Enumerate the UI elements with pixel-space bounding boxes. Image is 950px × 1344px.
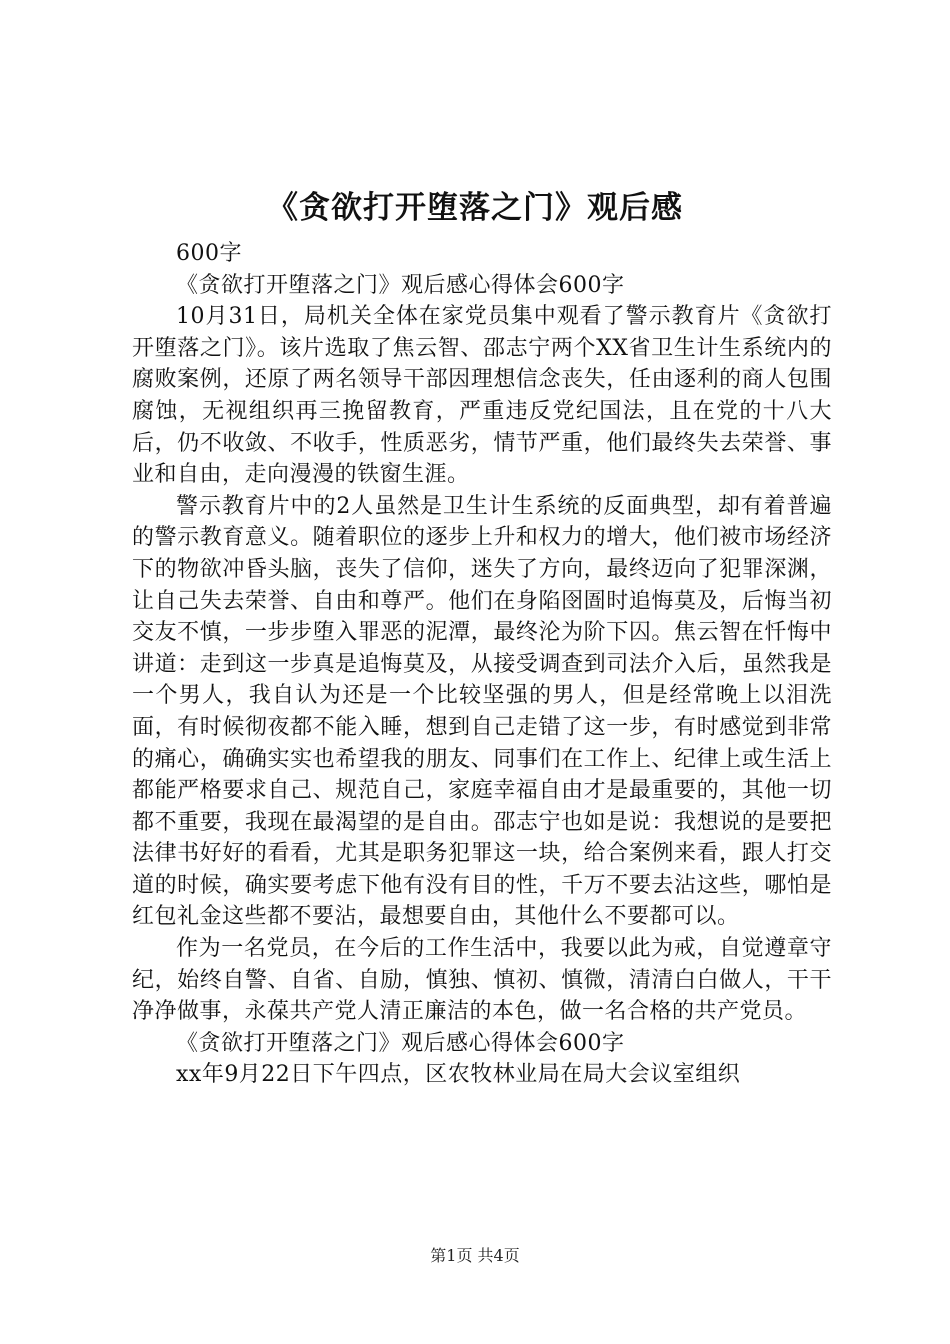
document-body (132, 238, 832, 1091)
page-footer: 第1页 共4页 (430, 1246, 520, 1265)
body-paragraph: 警示教育片中的2人虽然是卫生计生系统的反面典型，却有着普遍的警示教育意义。随着职位的逐步上升和权力的增大，他们被市场经济下的物欲冲昏头脑，丧失了信仰，迷失了方向，最终迈向了犯罪深渊，让自己失去荣誉、自由和尊严。他们在身陷囹圄时追悔莫及，后悔当初交友不慎，一步步堕入罪恶的泥潭，最终沦为阶下囚。焦云智在忏悔中讲道：走到这一步真是追悔莫及，从接受调查到司法介入后，虽然我是一个男人，我自认为还是一个比较坚强的男人，但是经常晚上以泪洗面，有时候彻夜都不能入睡，想到自己走错了这一步，有时感觉到非常的痛心，确确实实也希望我的朋友、同事们在工作上、纪律上或生活上都能严格要求自己、规范自己，家庭幸福自由才是最重要的，其他一切都不重要，我现在最渴望的是自由。邵志宁也如是说：我想说的是要把法律书好好的看看，尤其是职务犯罪这一块，给合案例来看，跟人打交道的时候，确实要考虑下他有没有目的性，千万不要去沾这些，哪怕是红包礼金这些都不要沾，最想要自由，其他什么不要都可以。 (132, 493, 832, 930)
subtitle-line: 《贪欲打开堕落之门》观后感心得体会600字 (176, 272, 625, 298)
word-count-line: 600字 (176, 241, 242, 266)
body-paragraph: xx年9月22日下午四点，区农牧林业局在局大会议室组织 (176, 1062, 741, 1088)
subtitle-line: 《贪欲打开堕落之门》观后感心得体会600字 (176, 1030, 625, 1056)
body-paragraph: 10月31日，局机关全体在家党员集中观看了警示教育片《贪欲打开堕落之门》。该片选取了焦云智、邵志宁两个XX省卫生计生系统内的腐败案例，还原了两名领导干部因理想信念丧失，任由逐利的商人包围腐蚀，无视组织再三挽留教育，严重违反党纪国法，且在党的十八大后，仍不收敛、不收手，性质恶劣，情节严重，他们最终失去荣誉、事业和自由，走向漫漫的铁窗生涯。 (132, 304, 832, 488)
document-title: 《贪欲打开堕落之门》观后感 (267, 190, 683, 226)
body-paragraph: 作为一名党员，在今后的工作生活中，我要以此为戒，自觉遵章守纪，始终自警、自省、自励，慎独、慎初、慎微，清清白白做人，干干净净做事，永葆共产党人清正廉洁的本色，做一名合格的共产党员。 (132, 936, 832, 1025)
